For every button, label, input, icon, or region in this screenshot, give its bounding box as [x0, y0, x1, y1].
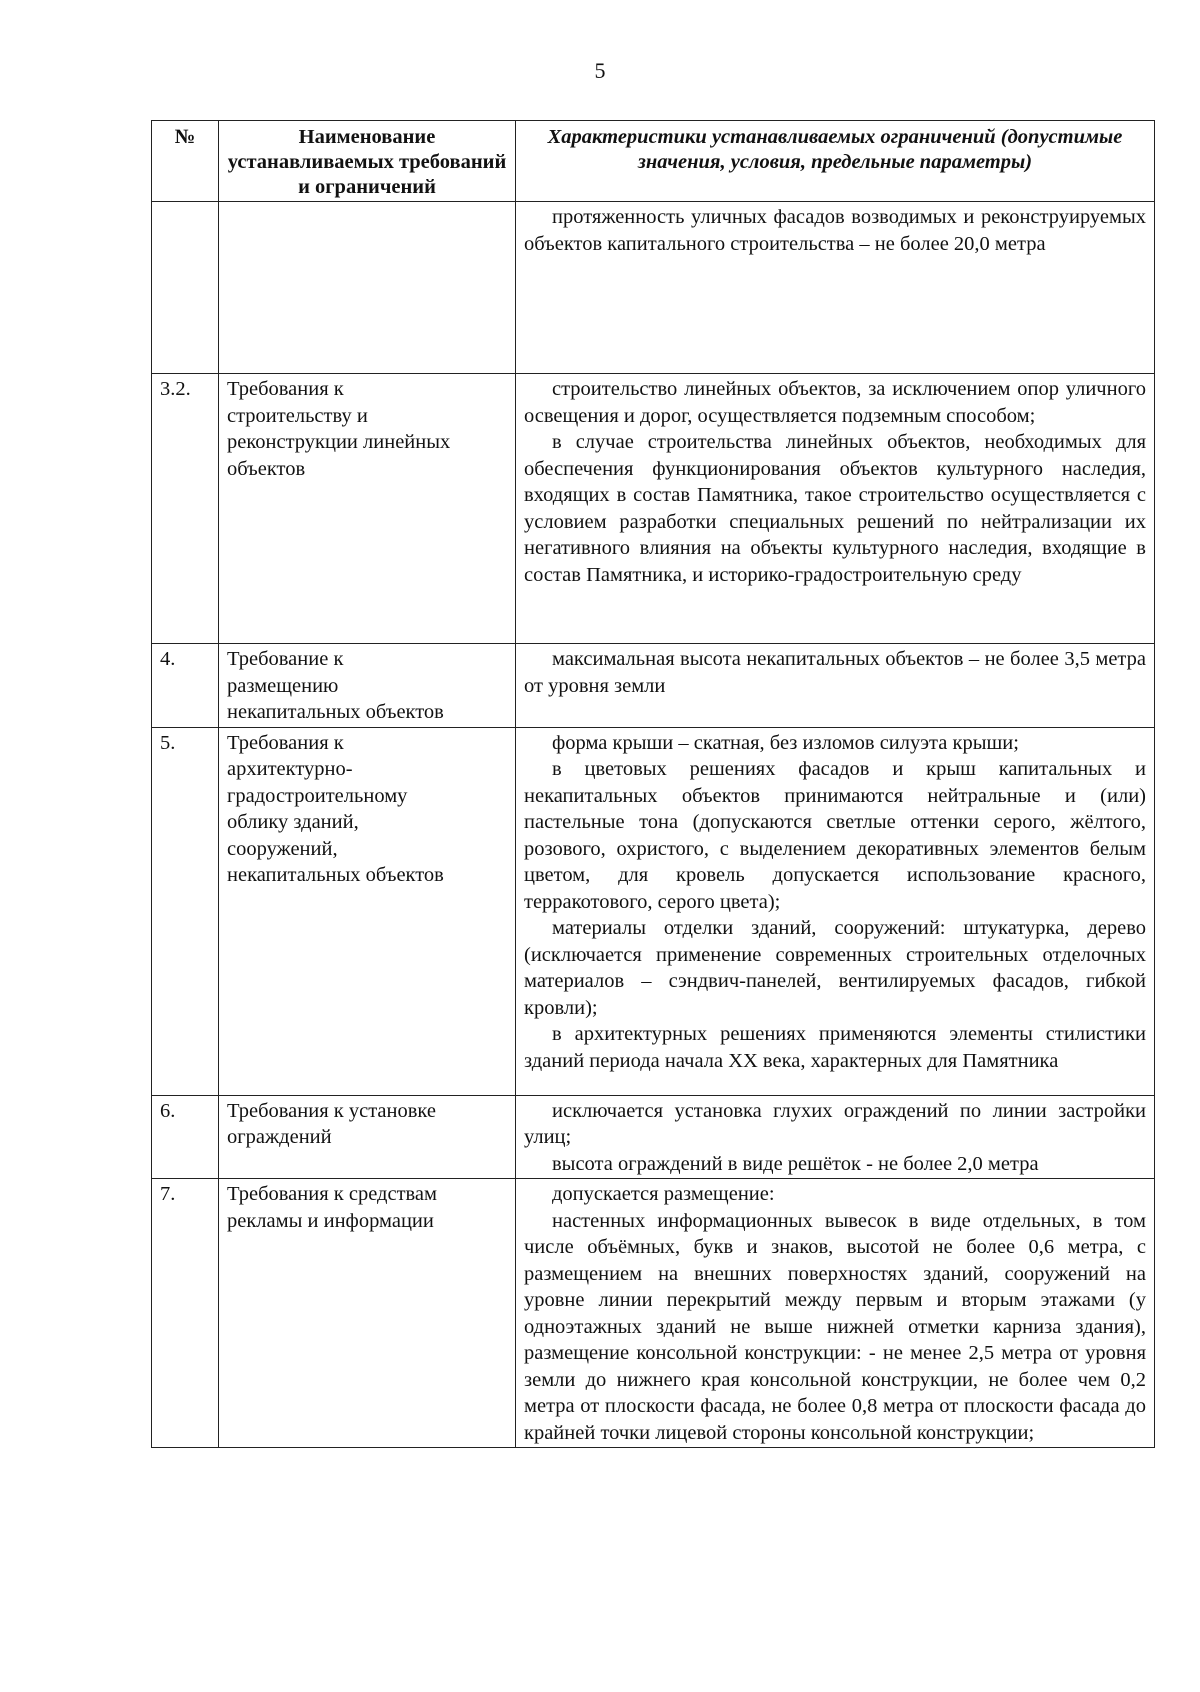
requirement-name-line: ограждений	[227, 1126, 332, 1148]
requirement-name-line: градостроительному	[227, 784, 408, 807]
requirements-table	[151, 120, 1155, 1448]
requirement-name	[219, 727, 516, 1095]
page-number: 5	[594, 58, 606, 83]
requirement-name-line: Требование к	[227, 648, 344, 670]
characteristic-paragraph: исключается установка глухих ограждений по линии застройки улиц;	[524, 1099, 1146, 1148]
requirement-characteristics	[516, 202, 1155, 374]
requirement-characteristics	[516, 1095, 1155, 1179]
table-header-row	[152, 121, 1155, 202]
requirement-name-line: рекламы и информации	[227, 1209, 434, 1232]
requirement-name-line: сооружений,	[227, 837, 338, 860]
requirement-name-line: Требования к средствам	[227, 1183, 438, 1205]
requirement-name-line: Требования к установке	[227, 1099, 436, 1122]
requirement-name-line: объектов	[227, 457, 306, 480]
row-number: 7.	[152, 1179, 219, 1448]
header-characteristics: Характеристики устанавливаемых ограничений (допустимые значения, условия, предельные параметры)	[516, 121, 1155, 202]
requirement-name-line: реконструкции линейных	[227, 431, 451, 453]
requirement-name	[219, 644, 516, 728]
requirement-name-line: некапитальных объектов	[227, 864, 444, 886]
requirement-characteristics	[516, 644, 1155, 728]
row-number: 4.	[152, 644, 219, 728]
table-row	[152, 644, 1155, 728]
requirement-name	[219, 1179, 516, 1448]
requirement-characteristics	[516, 727, 1155, 1095]
requirement-characteristics	[516, 374, 1155, 644]
requirement-name-line: размещению	[227, 674, 339, 697]
table-row	[152, 374, 1155, 644]
requirement-characteristics	[516, 1179, 1155, 1448]
header-name: Наименование устанавливаемых требований и ограничений	[219, 121, 516, 202]
characteristic-paragraph: строительство линейных объектов, за исключением опор уличного освещения и дорог, осуществляется подземным способом;	[524, 378, 1146, 427]
characteristic-paragraph: форма крыши – скатная, без изломов силуэта крыши;	[552, 731, 1019, 754]
characteristic-paragraph: настенных информационных вывесок в виде отдельных, в том числе объёмных, букв и знаков, высотой не более 0,6 метра, с размещением на внешних поверхностях зданий, сооружений на уровне линии перекрытий между первым и вторым этажами (у одноэтажных зданий не выше нижней отметки карниза здания), размещение консольной конструкции: - не менее 2,5 метра от уровня земли до нижнего края консольной конструкции, не более чем 0,2 метра от плоскости фасада, не более 0,8 метра от плоскости фасада до крайней точки лицевой стороны консольной конструкции;	[524, 1209, 1146, 1444]
requirement-name-line: архитектурно-	[227, 758, 353, 780]
requirement-name-line: Требования к	[227, 378, 344, 400]
header-number: №	[152, 121, 219, 202]
requirement-name-line: некапитальных объектов	[227, 701, 444, 723]
row-number	[152, 202, 219, 374]
requirement-name	[219, 202, 516, 374]
table-row	[152, 202, 1155, 374]
requirement-name-line: облику зданий,	[227, 811, 359, 833]
row-number: 6.	[152, 1095, 219, 1179]
requirement-name-line: строительству и	[227, 404, 368, 427]
requirement-name-line: Требования к	[227, 731, 344, 754]
table-row	[152, 727, 1155, 1095]
table-row	[152, 1179, 1155, 1448]
characteristic-paragraph: допускается размещение:	[552, 1183, 775, 1205]
row-number: 5.	[152, 727, 219, 1095]
characteristic-paragraph: протяженность уличных фасадов возводимых и реконструируемых объектов капитального строительства – не более 20,0 метра	[524, 206, 1146, 255]
characteristic-paragraph: в случае строительства линейных объектов, необходимых для обеспечения функционирования объектов культурного наследия, входящих в состав Памятника, такое строительство осуществляется с условием разработки специальных решений по нейтрализации их негативного влияния на объекты культурного наследия, входящие в состав Памятника, и историко-градостроительную среду	[524, 431, 1146, 586]
requirement-name	[219, 374, 516, 644]
characteristic-paragraph: в архитектурных решениях применяются элементы стилистики зданий периода начала XX века, характерных для Памятника	[524, 1023, 1146, 1072]
table-row	[152, 1095, 1155, 1179]
characteristic-paragraph: высота ограждений в виде решёток - не более 2,0 метра	[552, 1152, 1039, 1175]
characteristic-paragraph: материалы отделки зданий, сооружений: штукатурка, дерево (исключается применение современных строительных отделочных материалов – сэндвич-панелей, вентилируемых фасадов, гибкой кровли);	[524, 917, 1146, 1019]
characteristic-paragraph: максимальная высота некапитальных объектов – не более 3,5 метра от уровня земли	[524, 648, 1146, 697]
row-number: 3.2.	[152, 374, 219, 644]
requirement-name	[219, 1095, 516, 1179]
characteristic-paragraph: в цветовых решениях фасадов и крыш капитальных и некапитальных объектов принимаются нейтральные и (или) пастельные тона (допускаются светлые оттенки серого, жёлтого, розового, охристого, с выделением декоративных элементов белым цветом, для кровель допускается использование красного, терракотового, серого цвета);	[524, 758, 1146, 913]
table-body	[152, 202, 1155, 1448]
